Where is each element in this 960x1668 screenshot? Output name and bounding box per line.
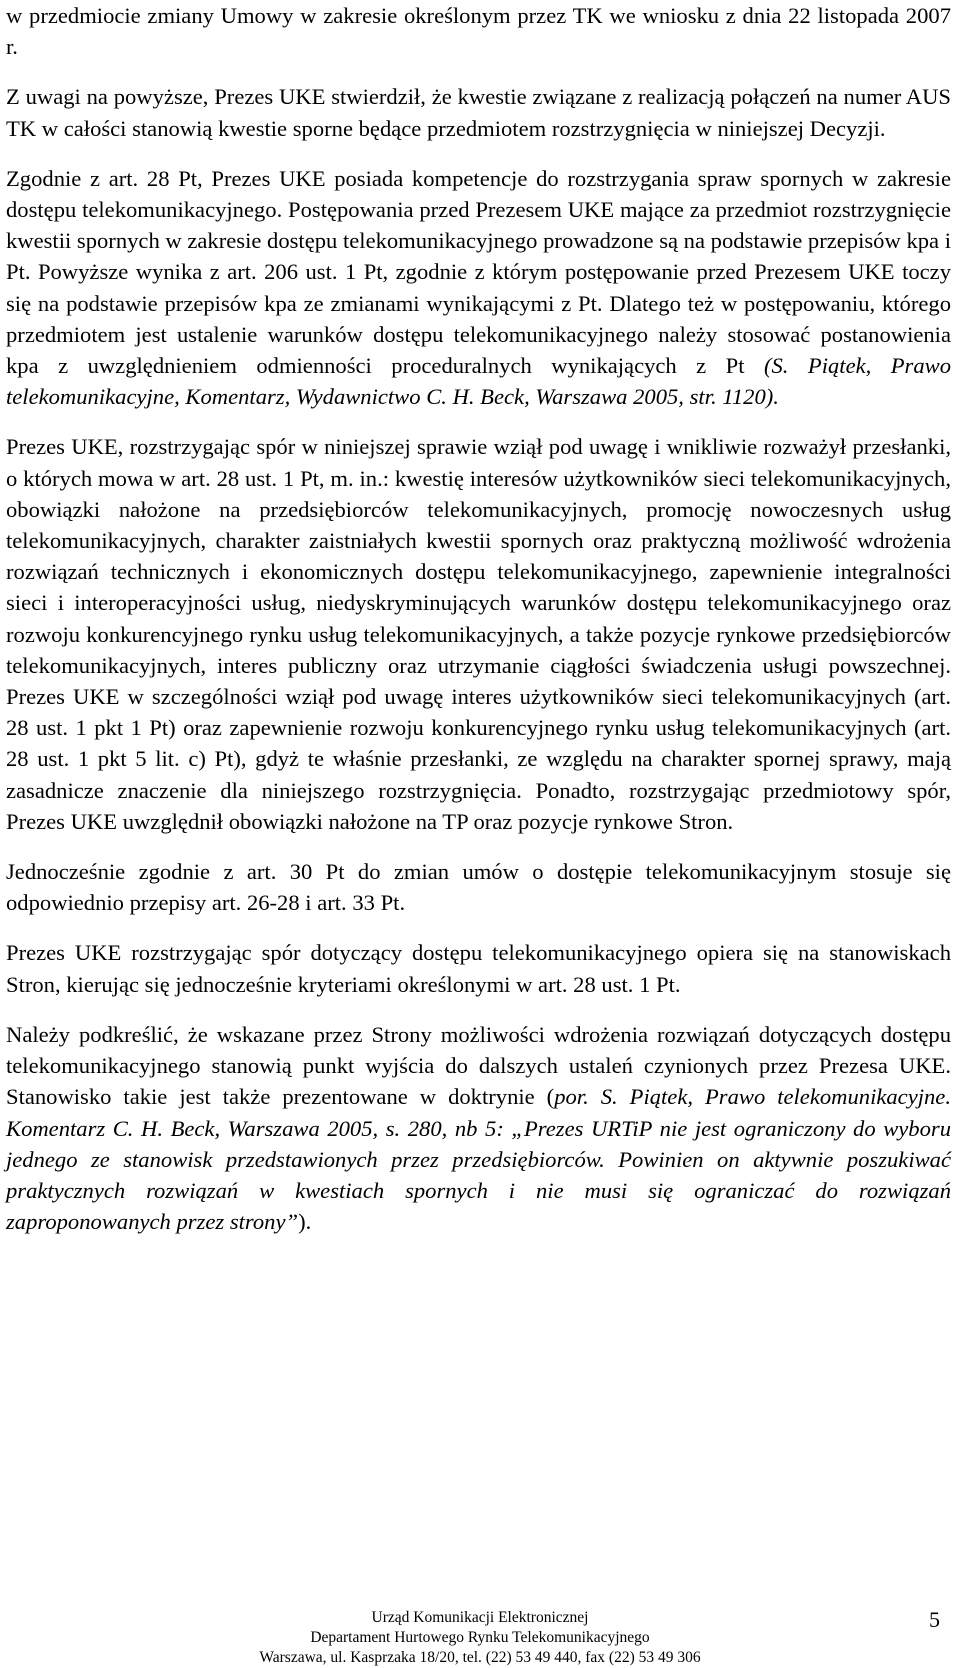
paragraph-text: Z uwagi na powyższe, Prezes UKE stwierdził, że kwestie związane z realizacją połączeń na numer AUS TK w całości stanowią kwestie sporne będące przedmiotem rozstrzygnięcia w niniejszej Decyzji. xyxy=(6,84,951,141)
paragraph-text: ). xyxy=(298,1209,312,1235)
paragraph-text: Prezes UKE, rozstrzygając spór w niniejszej sprawie wziął pod uwagę i wnikliwie rozważył przesłanki, o których mowa w art. 28 ust. 1 Pt, m. in.: kwestię interesów użytkowników sieci telekomunikacyjnych, obowiązki nałożone na przedsiębiorców telekomunikacyjnych, promocję nowoczesnych usług telekomunikacyjnych, charakter zaistniałych kwestii spornych oraz praktyczną możliwość wdrożenia rozwiązań technicznych i ekonomicznych dostępu telekomunikacyjnego, zapewnienie integralności sieci i interoperacyjności usług, niedyskryminujących warunków dostępu telekomunikacyjnego oraz rozwoju konkurencyjnego rynku usług telekomunikacyjnych, a także pozycje rynkowe przedsiębiorców telekomunikacyjnych, interes publiczny oraz utrzymanie ciągłości świadczenia usługi powszechnej. Prezes UKE w szczególności wziął pod uwagę interes użytkowników sieci telekomunikacyjnych (art. 28 ust. 1 pkt 1 Pt) oraz zapewnienie rozwoju konkurencyjnego rynku usług telekomunikacyjnych (art. 28 ust. 1 pkt 5 lit. c) Pt), gdyż te właśnie przesłanki, ze względu na charakter spornej sprawy, mają zasadnicze znaczenie dla niniejszego rozstrzygnięcia. Ponadto, rozstrzygając przedmiotowy spór, Prezes UKE uwzględnił obowiązki nałożone na TP oraz pozycje rynkowe Stron. xyxy=(6,434,951,834)
citation: (S. Piątek, Prawo telekomunikacyjne, Komentarz, Wydawnictwo C. H. Beck, Warszawa 2005, str. 1120). xyxy=(6,353,951,410)
page-footer xyxy=(0,1608,960,1668)
citation: por. S. Piątek, Prawo telekomunikacyjne. Komentarz C. H. Beck, Warszawa 2005, s. 280, nb 5: „Prezes URTiP nie jest ograniczony do wyboru jednego ze stanowisk przedstawionych przez przedsiębiorców. Powinien on aktywnie poszukiwać praktycznych rozwiązań w kwestiach spornych i nie musi się ograniczać do rozwiązań zaproponowanych przez strony” xyxy=(6,1084,951,1235)
paragraph-text: Prezes UKE rozstrzygając spór dotyczący dostępu telekomunikacyjnego opiera się na stanowiskach Stron, kierując się jednocześnie kryteriami określonymi w art. 28 ust. 1 Pt. xyxy=(6,940,951,997)
paragraph-2 xyxy=(6,81,951,143)
paragraph-text: Należy podkreślić, że wskazane przez Strony możliwości wdrożenia rozwiązań dotyczących dostępu telekomunikacyjnego stanowią punkt wyjścia do dalszych ustaleń czynionych przez Prezesa UKE. Stanowisko takie jest także prezentowane w doktrynie ( xyxy=(6,1021,951,1110)
paragraph-text: Jednocześnie zgodnie z art. 30 Pt do zmian umów o dostępie telekomunikacyjnym stosuje się odpowiednio przepisy art. 26-28 i art. 33 Pt. xyxy=(6,859,951,916)
paragraph-text: Zgodnie z art. 28 Pt, Prezes UKE posiada kompetencje do rozstrzygania spraw spornych w zakresie dostępu telekomunikacyjnego. Postępowania przed Prezesem UKE mające za przedmiot rozstrzygnięcie kwestii spornych w zakresie dostępu telekomunikacyjnego prowadzone są na podstawie przepisów kpa i Pt. Powyższe wynika z art. 206 ust. 1 Pt, zgodnie z którym postępowanie przed Prezesem UKE toczy się na podstawie przepisów kpa ze zmianami wynikającymi z Pt. Dlatego też w postępowaniu, którego przedmiotem jest ustalenie warunków dostępu telekomunikacyjnego należy stosować postanowienia kpa z uwzględnieniem odmienności proceduralnych wynikających z Pt xyxy=(6,165,951,379)
paragraph-7 xyxy=(6,1019,951,1237)
paragraph-5 xyxy=(6,856,951,918)
document-body xyxy=(6,0,951,1256)
paragraph-6 xyxy=(6,937,951,999)
paragraph-1 xyxy=(6,0,951,62)
footer-office: Urząd Komunikacji Elektronicznej xyxy=(371,1609,589,1626)
paragraph-4 xyxy=(6,431,951,837)
paragraph-3 xyxy=(6,163,951,413)
footer-address: Warszawa, ul. Kasprzaka 18/20, tel. (22) 53 49 440, fax (22) 53 49 306 xyxy=(259,1649,701,1666)
footer-department: Departament Hurtowego Rynku Telekomunikacyjnego xyxy=(310,1629,650,1646)
paragraph-text: w przedmiocie zmiany Umowy w zakresie określonym przez TK we wniosku z dnia 22 listopada 2007 r. xyxy=(6,3,951,60)
page-number: 5 xyxy=(929,1607,940,1632)
